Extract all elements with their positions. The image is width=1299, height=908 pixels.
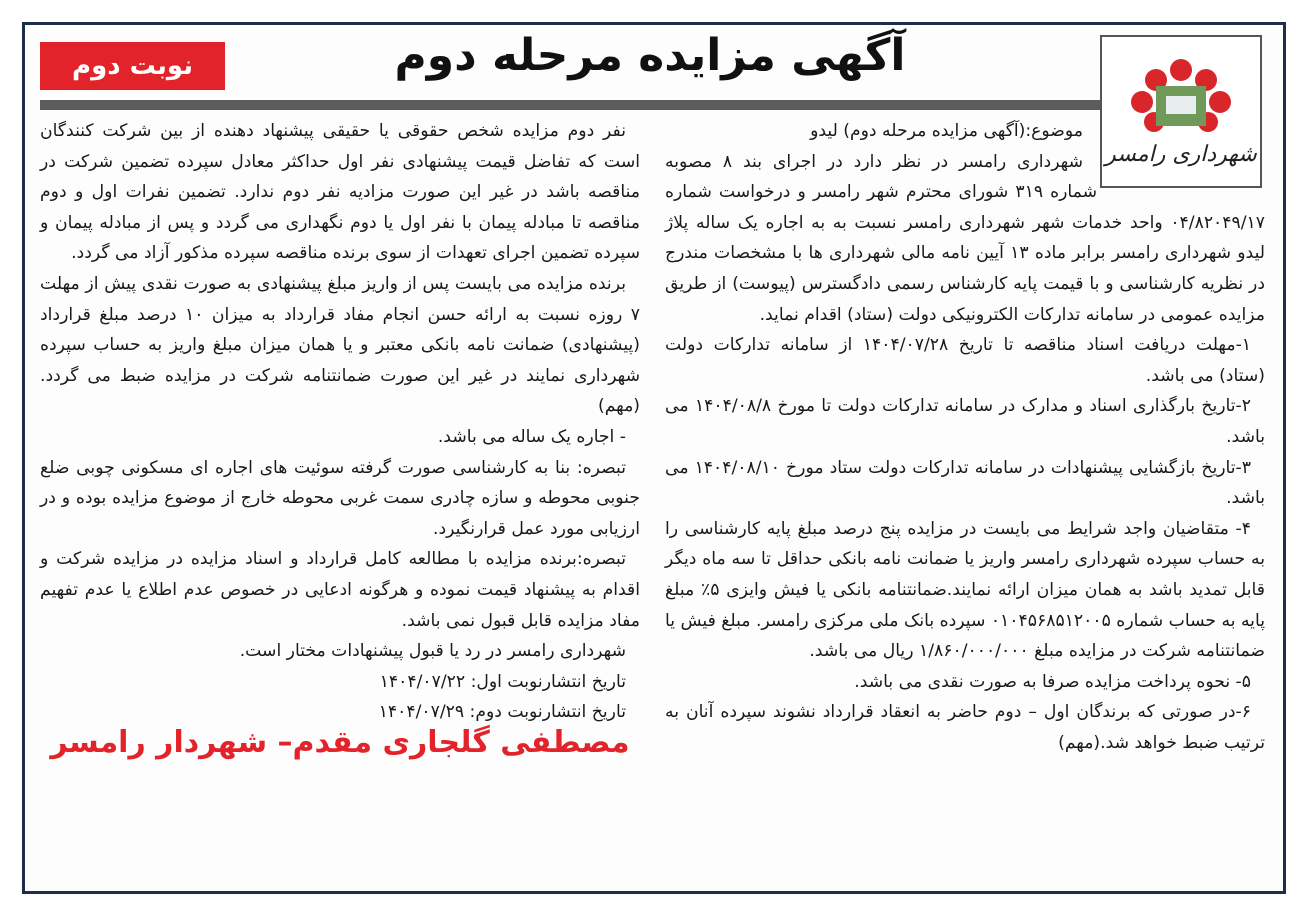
second-publication-date: تاریخ انتشارنوبت دوم: ۱۴۰۴/۰۷/۲۹	[378, 702, 626, 723]
note-2: تبصره:برنده مزایده با مطالعه کامل قرارداد و اسناد مزایده در مزایده شرکت و اقدام به پیشنهاد قیمت نموده و هرگونه ادعایی در خصوص عدم اطلاع یا عدم تفهیم مفاد مزایده قابل قبول نمی باشد.	[40, 549, 640, 631]
winner-paragraph: برنده مزایده می بایست پس از واریز مبلغ پیشنهادی به صورت نقدی پیش از مهلت ۷ روزه نسبت به ارائه حسن انجام مفاد قرارداد به میزان ۱۰ درصد مبلغ قرارداد (پیشنهادی) ضمانت نامه بانکی معتبر و یا همان میزان مبلغ واریز به حساب سپرده شهرداری نمایند در غیر این صورت ضمانتنامه شرکت در مزایده ضبط می گردد.(مهم)	[40, 273, 640, 417]
clause-1: ۱-مهلت دریافت اسناد مناقصه تا تاریخ ۱۴۰۴/۰۷/۲۸ از سامانه تدارکات دولت (ستاد) می باشد.	[665, 335, 1265, 386]
bottom-border	[22, 891, 1286, 894]
second-bidder-paragraph: نفر دوم مزایده شخص حقوقی یا حقیقی پیشنهاد دهنده از بین شرکت کنندگان است که تفاضل قیمت پیشنهادی نفر اول حداکثر معادل سپرده تضمین شرکت در مناقصه باشد در غیر این صورت مزادیه نفر دوم ندارد. تضمین نفرات اول و دوم مناقصه تا مبادله پیمان با نفر اول یا دوم نگهداری می گردد و پس از مبادله پیمان و سپرده تضمین اجرای تعهدات از سوی برنده مناقصه سپرده مذکور آزاد می گردد.	[40, 121, 640, 264]
header-divider	[40, 100, 1262, 110]
note-1: تبصره: بنا به کارشناسی صورت گرفته سوئیت های اجاره ای مسکونی چوبی ضلع جنوبی محوطه و سازه چادری سمت غربی محوطه خارج از موضوع مزایده بوده و در ارزیابی مورد عمل قرارنگیرد.	[40, 457, 640, 539]
signature: مصطفی گلجاری مقدم– شهردار رامسر	[50, 724, 630, 760]
lease-term: - اجاره یک ساله می باشد.	[437, 426, 626, 447]
right-column	[665, 116, 1265, 758]
subject-line: موضوع:(آگهی مزایده مرحله دوم) لیدو	[810, 121, 1083, 141]
publication-round-badge: نوبت دوم	[40, 42, 225, 90]
clause-5: ۵- نحوه پرداخت مزایده صرفا به صورت نقدی می باشد.	[854, 671, 1251, 692]
logo-text: شهرداری رامسر	[1105, 142, 1257, 167]
rights-reserved: شهرداری رامسر در رد یا قبول پیشنهادات مختار است.	[239, 641, 626, 662]
clause-4: ۴- متقاضیان واجد شرایط می بایست در مزایده پنج درصد مبلغ پایه کارشناسی را به حساب سپرده شهرداری رامسر واریز یا ضمانت نامه بانکی حداقل تا سه ماه دیگر قابل تمدید باشد به همان میزان ارائه نمایند.ضمانتنامه بانکی یا فیش وایزی ۵٪ مبلغ پایه به حساب شماره ۰۱۰۴۵۶۸۵۱۲۰۰۵ سپرده بانک ملی مرکزی رامسر. مبلغ فیش یا ضمانتنامه شرکت در مزایده مبلغ ۱/۸۶۰/۰۰۰/۰۰۰ ریال می باشد.	[665, 518, 1265, 662]
page-title: آگهی مزایده مرحله دوم	[394, 30, 906, 81]
clause-3: ۳-تاریخ بازگشایی پیشنهادات در سامانه تدارکات دولت ستاد مورخ ۱۴۰۴/۰۸/۱۰ می باشد.	[665, 457, 1265, 509]
clause-2: ۲-تاریخ بارگذاری اسناد و مدارک در سامانه تدارکات دولت تا مورخ ۱۴۰۴/۰۸/۸ می باشد.	[665, 396, 1265, 447]
intro-paragraph: شهرداری رامسر در نظر دارد در اجرای بند ۸ مصوبه شماره ۳۱۹ شورای محترم شهر رامسر و درخواست شماره ۰۴/۸۲۰۴۹/۱۷ واحد خدمات شهر شهرداری رامسر نسبت به به اجاره یک ساله پلاژ لیدو شهرداری رامسر برابر ماده ۱۳ آیین نامه مالی شهرداری ها با مشخصات مندرج در نظریه کارشناسی و با قیمت پایه کارشناس رسمی دادگسترس (پیوست) از طریق مزایده عمومی در سامانه تدارکات الکترونیکی دولت (ستاد) اقدام نماید.	[665, 151, 1265, 325]
left-column	[40, 116, 640, 758]
first-publication-date: تاریخ انتشارنوبت اول: ۱۴۰۴/۰۷/۲۲	[379, 671, 626, 692]
clause-6: ۶-در صورتی که برندگان اول – دوم حاضر به انعقاد قرارداد نشوند سپرده آنان به ترتیب ضبط خواهد شد.(مهم)	[665, 702, 1265, 753]
